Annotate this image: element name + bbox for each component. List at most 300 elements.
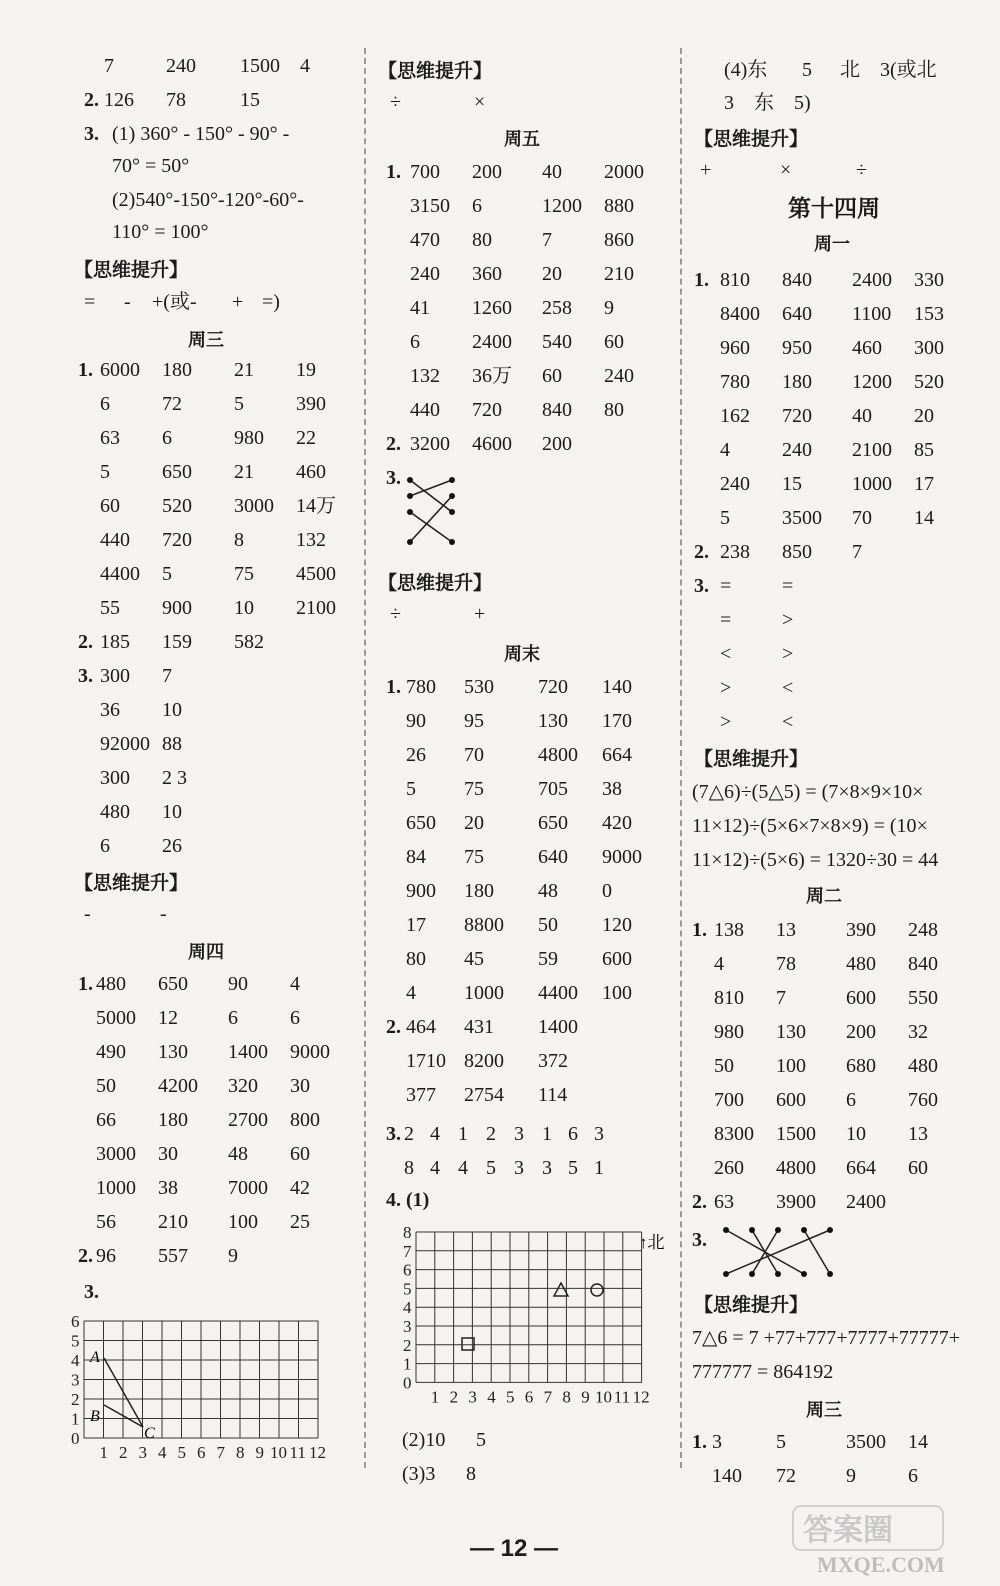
day-heading: 周四 <box>188 942 224 962</box>
answer-value: 9 <box>228 1245 238 1267</box>
question-number: 2. <box>386 433 401 455</box>
answer-value: 22 <box>296 427 316 449</box>
answer-value: 6 <box>908 1465 918 1487</box>
answer-value: (3)3 <box>402 1463 436 1485</box>
answer-value: 8800 <box>464 914 504 936</box>
answer-value: 1400 <box>228 1041 268 1063</box>
answer-value: 130 <box>158 1041 188 1063</box>
answer-value: 4 <box>406 982 416 1004</box>
x-tick-label: 9 <box>581 1387 590 1407</box>
matching-lines-diagram <box>404 474 460 548</box>
answer-value: 132 <box>296 529 326 551</box>
answer-value: 130 <box>776 1021 806 1043</box>
formula-line: 11×12)÷(5×6×7×8×9) = (10× <box>692 815 928 837</box>
answer-value: 4800 <box>538 744 578 766</box>
answer-value: 464 <box>406 1016 436 1038</box>
point-label-b: B <box>90 1408 100 1425</box>
day-heading: 周二 <box>806 886 842 906</box>
answer-value: × <box>474 91 486 113</box>
answer-value: 170 <box>602 710 632 732</box>
answer-value: 36 <box>100 699 120 721</box>
answer-value: 56 <box>96 1211 116 1233</box>
section-heading-thinking: 【思维提升】 <box>694 749 809 770</box>
answer-value: 950 <box>782 337 812 359</box>
answer-value: 258 <box>542 297 572 319</box>
answer-value: 240 <box>720 473 750 495</box>
answer-value: 3500 <box>846 1431 886 1453</box>
x-tick-label: 4 <box>487 1387 496 1407</box>
coordinate-grid-abc <box>60 1306 350 1466</box>
answer-value: 900 <box>406 880 436 902</box>
question-number: 3. <box>386 1123 401 1145</box>
answer-value: 9 <box>604 297 614 319</box>
question-number: 1. <box>386 161 401 183</box>
answer-value: 6 <box>228 1007 238 1029</box>
answer-value: 26 <box>162 835 182 857</box>
answer-value: 5 <box>406 778 416 800</box>
answer-value: 480 <box>846 953 876 975</box>
day-heading: 周三 <box>806 1400 842 1420</box>
section-heading-thinking: 【思维提升】 <box>378 573 493 594</box>
answer-value: < <box>782 677 794 699</box>
answer-value: 92000 <box>100 733 150 755</box>
answer-value: 159 <box>162 631 192 653</box>
answer-value: 200 <box>542 433 572 455</box>
answer-value: 140 <box>712 1465 742 1487</box>
x-tick-label: 11 <box>613 1387 631 1407</box>
answer-value: 130 <box>538 710 568 732</box>
answer-value: 4 <box>720 439 730 461</box>
answer-value: 460 <box>852 337 882 359</box>
answer-value: 720 <box>538 676 568 698</box>
answer-value: 180 <box>158 1109 188 1131</box>
answer-value: 153 <box>914 303 944 325</box>
answer-value: 3(或北 <box>880 59 937 81</box>
answer-value: 840 <box>542 399 572 421</box>
answer-value: 3200 <box>410 433 450 455</box>
answer-value: 3500 <box>782 507 822 529</box>
answer-value: 9000 <box>602 846 642 868</box>
question-number: 1. <box>692 919 707 941</box>
answer-value: 540 <box>542 331 572 353</box>
answer-value: 240 <box>604 365 634 387</box>
answer-value: 3 <box>594 1123 604 1145</box>
answer-value: 1400 <box>538 1016 578 1038</box>
answer-value: 60 <box>908 1157 928 1179</box>
answer-value: + <box>474 603 486 625</box>
answer-value: 980 <box>714 1021 744 1043</box>
answer-value: 95 <box>464 710 484 732</box>
answer-value: (4)东 <box>724 59 768 81</box>
answer-value: 900 <box>162 597 192 619</box>
answer-value: 4600 <box>472 433 512 455</box>
answer-value: 15 <box>782 473 802 495</box>
answer-value: ÷ <box>856 159 867 181</box>
answer-value: 96 <box>96 1245 116 1267</box>
point-label-a: A <box>90 1349 100 1366</box>
answer-value: 13 <box>776 919 796 941</box>
answer-value: 10 <box>846 1123 866 1145</box>
answer-value: 6000 <box>100 359 140 381</box>
answer-value: 6 <box>472 195 482 217</box>
answer-value: 20 <box>914 405 934 427</box>
answer-value: 2 3 <box>162 767 187 789</box>
answer-value: 4 <box>458 1157 468 1179</box>
answer-value: 3 <box>712 1431 722 1453</box>
answer-value: 40 <box>852 405 872 427</box>
y-tick-label: 3 <box>403 1317 412 1336</box>
x-tick-label: 10 <box>595 1387 612 1407</box>
svg-text:答案圈: 答案圈 <box>803 1514 893 1547</box>
answer-value: 431 <box>464 1016 494 1038</box>
answer-value: 180 <box>782 371 812 393</box>
y-tick-label: 0 <box>403 1373 412 1393</box>
answer-value: 3900 <box>776 1191 816 1213</box>
answer-value: 90 <box>228 973 248 995</box>
answer-value: 100 <box>776 1055 806 1077</box>
y-tick-label: 6 <box>403 1260 412 1280</box>
answer-value: 4400 <box>100 563 140 585</box>
answer-value: 5 <box>234 393 244 415</box>
answer-value: 1000 <box>464 982 504 1004</box>
answer-value: 650 <box>158 973 188 995</box>
day-heading: 周三 <box>188 330 224 350</box>
answer-value: 180 <box>464 880 494 902</box>
x-tick-label: 7 <box>216 1443 225 1462</box>
answer-value: 810 <box>720 269 750 291</box>
answer-value: 248 <box>908 919 938 941</box>
answer-value: 240 <box>166 55 196 77</box>
question-number: 3. <box>84 123 99 145</box>
answer-value: 26 <box>406 744 426 766</box>
answer-value: 490 <box>96 1041 126 1063</box>
answer-value: 80 <box>472 229 492 251</box>
week-title: 第十四周 <box>788 196 880 221</box>
question-number: 2. <box>692 1191 707 1213</box>
answer-value: 240 <box>782 439 812 461</box>
answer-value: 7 <box>776 987 786 1009</box>
question-number: 1. <box>386 676 401 698</box>
x-tick-label: 11 <box>289 1443 306 1462</box>
answer-value: > <box>782 609 794 631</box>
x-tick-label: 1 <box>99 1443 108 1462</box>
matching-lines-diagram <box>716 1224 856 1280</box>
question-number: 2. <box>694 541 709 563</box>
answer-value: 2400 <box>846 1191 886 1213</box>
answer-value: > <box>782 643 794 665</box>
answer-value: 3 <box>724 92 734 114</box>
answer-value: 3 <box>514 1123 524 1145</box>
answer-value: 30 <box>290 1075 310 1097</box>
answer-value: 420 <box>602 812 632 834</box>
answer-value: 720 <box>472 399 502 421</box>
answer-value: 40 <box>542 161 562 183</box>
answer-value: 88 <box>162 733 182 755</box>
answer-value: < <box>720 643 732 665</box>
answer-value: 480 <box>100 801 130 823</box>
y-tick-label: 0 <box>71 1429 80 1448</box>
formula-line: 777777 = 864192 <box>692 1361 834 1383</box>
answer-value: 550 <box>908 987 938 1009</box>
question-number: 3. <box>692 1229 707 1251</box>
answer-value: 70 <box>852 507 872 529</box>
answer-value: 38 <box>602 778 622 800</box>
answer-value: 60 <box>290 1143 310 1165</box>
x-tick-label: 7 <box>543 1387 553 1407</box>
answer-column-2 <box>368 0 680 1520</box>
answer-value: 80 <box>406 948 426 970</box>
question-number: 1. <box>78 973 93 995</box>
answer-value: 470 <box>410 229 440 251</box>
answer-value: 110° = 100° <box>112 221 209 243</box>
y-tick-label: 5 <box>403 1279 412 1299</box>
answer-value: 1500 <box>240 55 280 77</box>
answer-value: 4 <box>300 55 310 77</box>
answer-value: 6 <box>100 393 110 415</box>
answer-value: + <box>232 291 244 313</box>
answer-value: 3000 <box>96 1143 136 1165</box>
question-number: 2. <box>78 1245 93 1267</box>
answer-value: 330 <box>914 269 944 291</box>
answer-value: 2400 <box>852 269 892 291</box>
answer-value: 700 <box>714 1089 744 1111</box>
answer-value: 4 <box>430 1123 440 1145</box>
answer-value: 8 <box>466 1463 476 1485</box>
answer-value: 7000 <box>228 1177 268 1199</box>
y-tick-label: 7 <box>403 1241 412 1261</box>
answer-value: × <box>780 159 792 181</box>
answer-value: 440 <box>410 399 440 421</box>
question-number: 1. <box>692 1431 707 1453</box>
answer-value: 10 <box>162 699 182 721</box>
section-heading-thinking: 【思维提升】 <box>378 61 493 82</box>
answer-value: 75 <box>464 846 484 868</box>
answer-value: 840 <box>782 269 812 291</box>
answer-value: 14 <box>914 507 934 529</box>
x-tick-label: 2 <box>119 1443 128 1462</box>
x-tick-label: 12 <box>632 1387 650 1407</box>
day-heading: 周一 <box>814 234 850 254</box>
answer-value: > <box>720 711 732 733</box>
answer-value: 1 <box>458 1123 468 1145</box>
answer-value: 640 <box>782 303 812 325</box>
day-heading: 周五 <box>504 129 540 149</box>
answer-value: 90 <box>406 710 426 732</box>
answer-value: 960 <box>720 337 750 359</box>
answer-value: 60 <box>100 495 120 517</box>
watermark-logo <box>787 1502 982 1580</box>
answer-value: 50 <box>96 1075 116 1097</box>
y-tick-label: 4 <box>71 1351 80 1370</box>
answer-value: 8 <box>404 1157 414 1179</box>
x-tick-label: 2 <box>449 1387 459 1407</box>
answer-value: 1 <box>542 1123 552 1145</box>
answer-value: 360 <box>472 263 502 285</box>
answer-value: 780 <box>406 676 436 698</box>
day-heading: 周末 <box>504 644 540 664</box>
answer-value: 780 <box>720 371 750 393</box>
answer-value: 10 <box>234 597 254 619</box>
answer-value: 185 <box>100 631 130 653</box>
answer-value: - <box>160 903 167 925</box>
answer-value: 9 <box>846 1465 856 1487</box>
answer-value: 48 <box>538 880 558 902</box>
answer-value: 2100 <box>852 439 892 461</box>
answer-value: 10 <box>162 801 182 823</box>
formula-line: 11×12)÷(5×6) = 1320÷30 = 44 <box>692 849 939 871</box>
answer-value: 19 <box>296 359 316 381</box>
question-number: 1. <box>78 359 93 381</box>
answer-value: 8200 <box>464 1050 504 1072</box>
answer-value: 17 <box>406 914 426 936</box>
answer-value: 6 <box>568 1123 578 1145</box>
answer-value: 3000 <box>234 495 274 517</box>
answer-value: 66 <box>96 1109 116 1131</box>
answer-value: 55 <box>100 597 120 619</box>
question-number: 3. <box>386 467 401 489</box>
y-tick-label: 6 <box>71 1312 80 1331</box>
answer-value: 3150 <box>410 195 450 217</box>
answer-value: 300 <box>100 767 130 789</box>
x-tick-label: 5 <box>177 1443 186 1462</box>
answer-value: 600 <box>776 1089 806 1111</box>
answer-value: 5 <box>476 1429 486 1451</box>
answer-value: 14 <box>908 1431 928 1453</box>
answer-value: 50 <box>714 1055 734 1077</box>
answer-value: + <box>700 159 712 181</box>
section-heading-thinking: 【思维提升】 <box>694 1295 809 1316</box>
answer-value: 2 <box>486 1123 496 1145</box>
answer-value: 21 <box>234 359 254 381</box>
answer-column-1 <box>0 0 362 1520</box>
answer-value: 2 <box>404 1123 414 1145</box>
question-number: 1. <box>694 269 709 291</box>
answer-value: 1260 <box>472 297 512 319</box>
circle-marker <box>591 1284 603 1296</box>
answer-value: 25 <box>290 1211 310 1233</box>
answer-value: 5 <box>776 1431 786 1453</box>
north-indicator: ↑北 <box>639 1233 665 1252</box>
x-tick-label: 8 <box>236 1443 245 1462</box>
answer-value: 114 <box>538 1084 568 1106</box>
answer-value: 36万 <box>472 365 512 387</box>
answer-value: 238 <box>720 541 750 563</box>
answer-value: 42 <box>290 1177 310 1199</box>
x-tick-label: 6 <box>197 1443 206 1462</box>
x-tick-label: 10 <box>270 1443 287 1462</box>
answer-value: 7 <box>104 55 114 77</box>
answer-value: 3 <box>514 1157 524 1179</box>
answer-value: 1000 <box>852 473 892 495</box>
section-heading-thinking: 【思维提升】 <box>694 129 809 150</box>
answer-value: 390 <box>296 393 326 415</box>
answer-value: 45 <box>464 948 484 970</box>
answer-value: 30 <box>158 1143 178 1165</box>
answer-value: 80 <box>604 399 624 421</box>
answer-value: 12 <box>158 1007 178 1029</box>
coordinate-grid-directions <box>394 1220 684 1410</box>
answer-value: 640 <box>538 846 568 868</box>
answer-value: 50 <box>538 914 558 936</box>
answer-value: 1710 <box>406 1050 446 1072</box>
answer-value: 600 <box>846 987 876 1009</box>
y-tick-label: 3 <box>71 1370 80 1390</box>
answer-value: < <box>782 711 794 733</box>
answer-value: 4500 <box>296 563 336 585</box>
answer-value: 850 <box>782 541 812 563</box>
answer-value: 240 <box>410 263 440 285</box>
answer-value: 2700 <box>228 1109 268 1131</box>
formula-line: (7△6)÷(5△5) = (7×8×9×10× <box>692 781 924 803</box>
answer-value: 200 <box>472 161 502 183</box>
question-label: 4. (1) <box>386 1189 430 1211</box>
x-tick-label: 12 <box>309 1443 326 1462</box>
x-tick-label: 1 <box>430 1387 440 1407</box>
answer-value: 390 <box>846 919 876 941</box>
answer-value: 60 <box>542 365 562 387</box>
question-number: 2. <box>84 89 99 111</box>
answer-column-3 <box>684 0 1000 1520</box>
answer-value: 20 <box>464 812 484 834</box>
x-tick-label: 3 <box>468 1387 477 1407</box>
x-tick-label: 8 <box>562 1387 571 1407</box>
answer-value: 9000 <box>290 1041 330 1063</box>
question-number: 2. <box>386 1016 401 1038</box>
answer-value: 650 <box>538 812 568 834</box>
answer-value: 70 <box>464 744 484 766</box>
answer-value: 14万 <box>296 495 336 517</box>
answer-value: 72 <box>162 393 182 415</box>
answer-value: 20 <box>542 263 562 285</box>
answer-value: 21 <box>234 461 254 483</box>
answer-value: 5 <box>162 563 172 585</box>
answer-value: 13 <box>908 1123 928 1145</box>
answer-value: 1200 <box>852 371 892 393</box>
y-tick-label: 1 <box>71 1409 80 1429</box>
answer-value: 38 <box>158 1177 178 1199</box>
y-tick-label: 5 <box>71 1331 80 1351</box>
answer-value: 2754 <box>464 1084 504 1106</box>
answer-value: 650 <box>162 461 192 483</box>
answer-value: 72 <box>776 1465 796 1487</box>
answer-value: (1) 360° - 150° - 90° - <box>112 123 290 145</box>
answer-value: 8300 <box>714 1123 754 1145</box>
answer-value: 70° = 50° <box>112 155 190 177</box>
answer-value: = <box>84 291 96 313</box>
answer-value: 5 <box>100 461 110 483</box>
answer-value: 132 <box>410 365 440 387</box>
answer-value: 300 <box>914 337 944 359</box>
formula-line: 7△6 = 7 +77+777+7777+77777+ <box>692 1327 961 1349</box>
answer-value: 北 <box>840 59 860 81</box>
answer-value: 138 <box>714 919 744 941</box>
answer-value: 东 <box>754 92 774 114</box>
x-tick-label: 6 <box>524 1387 534 1407</box>
answer-value: 860 <box>604 229 634 251</box>
y-tick-label: 4 <box>403 1298 412 1318</box>
answer-value: 63 <box>100 427 120 449</box>
x-tick-label: 4 <box>158 1443 167 1462</box>
question-number: 3. <box>78 665 93 687</box>
point-label-c: C <box>144 1425 155 1442</box>
answer-value: (2)540°-150°-120°-60°- <box>112 189 304 211</box>
answer-value: 100 <box>602 982 632 1004</box>
answer-value: 120 <box>602 914 632 936</box>
answer-value: 6 <box>290 1007 300 1029</box>
question-number: 2. <box>78 631 93 653</box>
answer-value: = <box>720 575 732 597</box>
answer-value: 2100 <box>296 597 336 619</box>
